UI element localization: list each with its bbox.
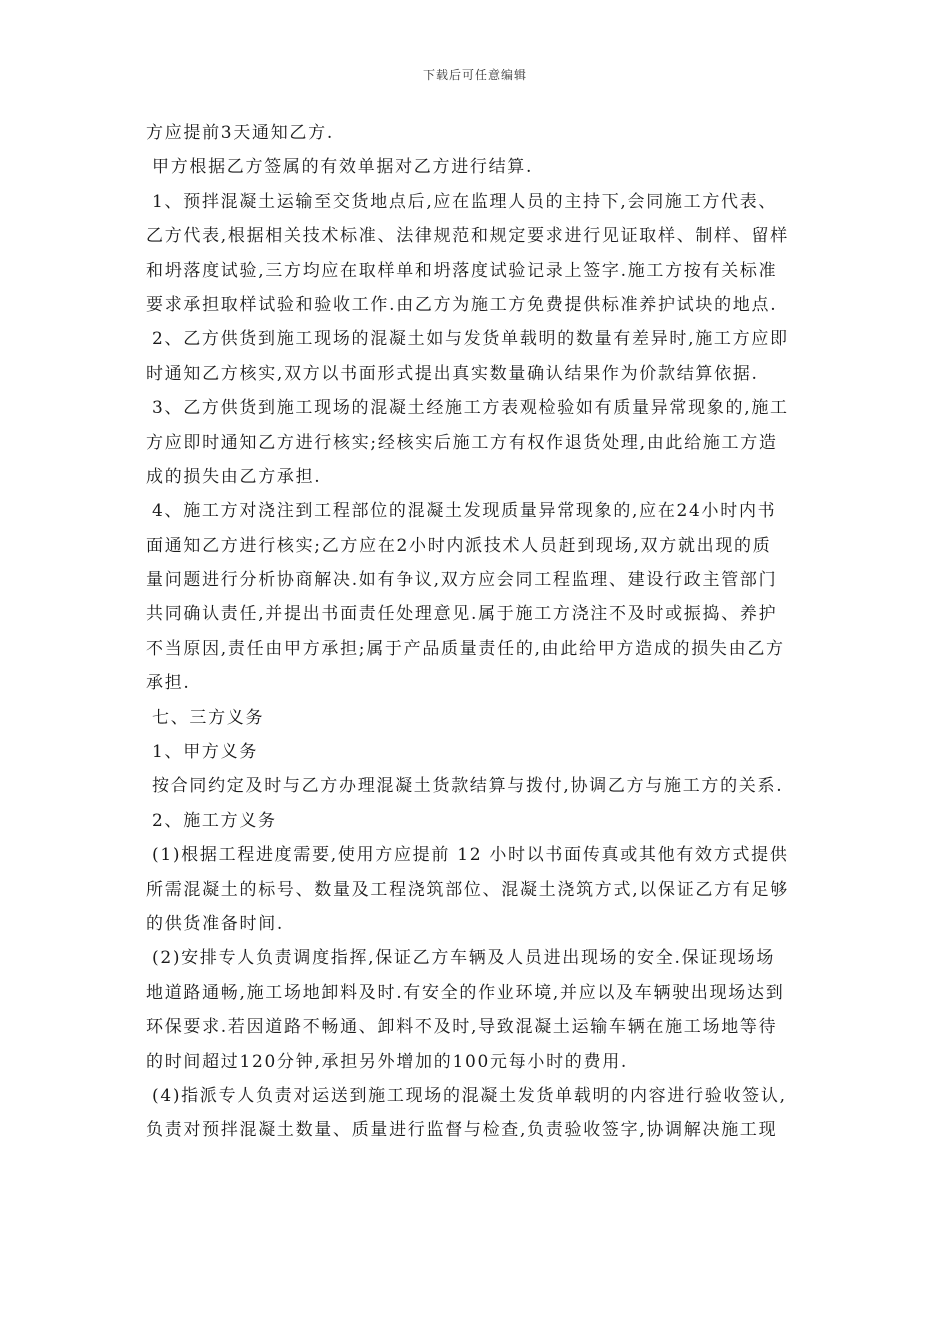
text-line: 成的损失由乙方承担.: [146, 466, 322, 487]
header-note: 下载后可任意编辑: [422, 68, 527, 82]
text-line: 乙方代表,根据相关技术标准、法律规范和规定要求进行见证取样、制样、留样: [146, 226, 789, 247]
text-line: 方应即时通知乙方进行核实;经核实后施工方有权作退货处理,由此给施工方造: [146, 432, 778, 453]
text-line: 负责对预拌混凝土数量、质量进行监督与检查,负责验收签字,协调解决施工现: [146, 1120, 778, 1141]
text-line: (2)安排专人负责调度指挥,保证乙方车辆及人员进出现场的安全.保证现场场: [152, 948, 776, 969]
text-line: 的时间超过120分钟,承担另外增加的100元每小时的费用.: [146, 1051, 629, 1072]
body-text: [146, 116, 808, 1148]
text-line: 所需混凝土的标号、数量及工程浇筑部位、混凝土浇筑方式,以保证乙方有足够: [146, 879, 789, 900]
text-line: 面通知乙方进行核实;乙方应在2小时内派技术人员赶到现场,双方就出现的质: [146, 535, 772, 556]
text-line: (1)根据工程进度需要,使用方应提前 12 小时以书面传真或其他有效方式提供: [152, 845, 789, 866]
text-line: 3、乙方供货到施工现场的混凝土经施工方表观检验如有质量异常现象的,施工: [152, 398, 789, 419]
text-line: 4、施工方对浇注到工程部位的混凝土发现质量异常现象的,应在24小时内书: [152, 501, 777, 522]
text-line: 和坍落度试验,三方均应在取样单和坍落度试验记录上签字.施工方按有关标准: [146, 260, 778, 281]
subsection-heading: 1、甲方义务: [152, 742, 259, 763]
text-line: 地道路通畅,施工场地卸料及时.有安全的作业环境,并应以及车辆驶出现场达到: [146, 982, 785, 1003]
text-line: (4)指派专人负责对运送到施工现场的混凝土发货单载明的内容进行验收签认,: [152, 1085, 787, 1106]
text-line: 承担.: [146, 673, 191, 694]
text-line: 1、预拌混凝土运输至交货地点后,应在监理人员的主持下,会同施工方代表、: [152, 191, 778, 212]
text-line: 甲方根据乙方签属的有效单据对乙方进行结算.: [152, 157, 534, 178]
text-line: 环保要求.若因道路不畅通、卸料不及时,导致混凝土运输车辆在施工场地等待: [146, 1017, 778, 1038]
text-line: 共同确认责任,并提出书面责任处理意见.属于施工方浇注不及时或振捣、养护: [146, 604, 778, 625]
section-heading: 七、三方义务: [152, 707, 265, 728]
text-line: 2、乙方供货到施工现场的混凝土如与发货单载明的数量有差异时,施工方应即: [152, 329, 789, 350]
text-line: 的供货准备时间.: [146, 913, 285, 934]
text-line: 不当原因,责任由甲方承担;属于产品质量责任的,由此给甲方造成的损失由乙方: [146, 638, 785, 659]
text-line: 量问题进行分析协商解决.如有争议,双方应会同工程监理、建设行政主管部门: [146, 570, 778, 591]
text-line: 时通知乙方核实,双方以书面形式提出真实数量确认结果作为价款结算依据.: [146, 363, 759, 384]
text-line: 要求承担取样试验和验收工作.由乙方为施工方免费提供标准养护试块的地点.: [146, 294, 778, 315]
text-line: 按合同约定及时与乙方办理混凝土货款结算与拨付,协调乙方与施工方的关系.: [152, 776, 784, 797]
text-line: 方应提前3天通知乙方.: [146, 123, 334, 143]
subsection-heading: 2、施工方义务: [152, 810, 277, 831]
